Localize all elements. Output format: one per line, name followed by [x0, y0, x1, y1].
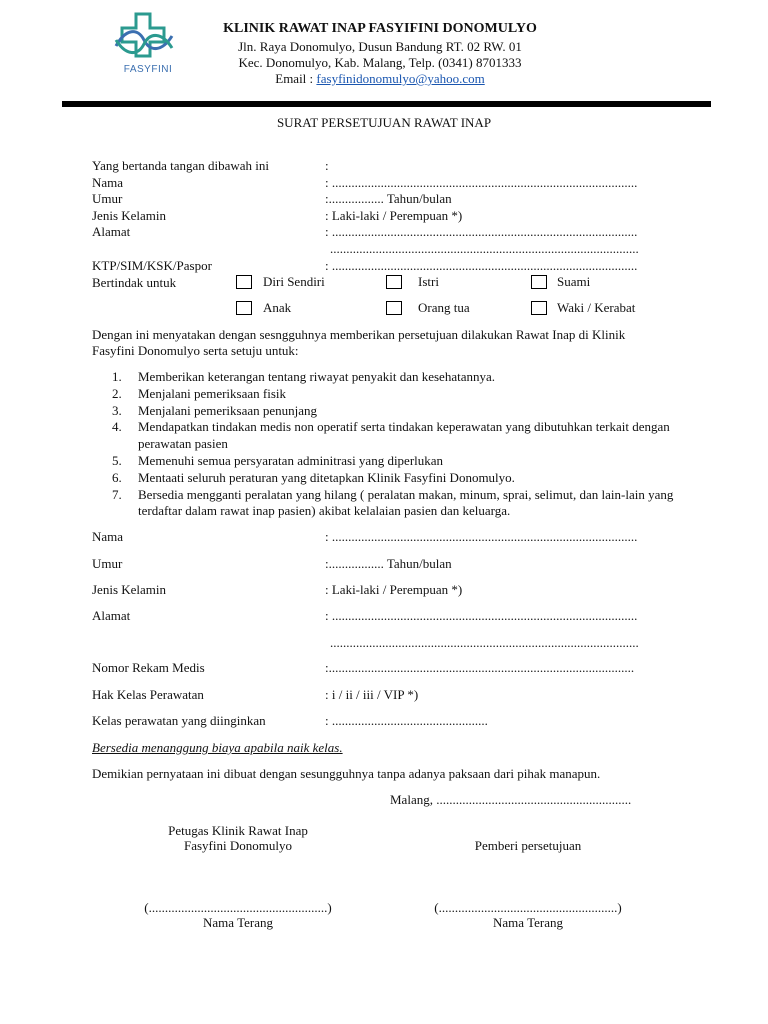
option-orang-tua: Orang tua [418, 300, 470, 315]
name-field[interactable]: : .............................................................................................. [325, 175, 638, 190]
patient-address-field-1[interactable]: : .............................................................................................. [325, 608, 638, 623]
list-item [112, 470, 692, 487]
statement-line-1: Dengan ini menyatakan dengan sesngguhnya memberikan persetujuan dilakukan Rawat Inap di Klinik [92, 327, 626, 342]
address-line-2: Kec. Donomulyo, Kab. Malang, Telp. (0341) 8701333 [238, 55, 522, 70]
right-name-caption: Nama Terang [493, 915, 563, 930]
patient-age-label: Umur [92, 556, 123, 571]
list-text: Bersedia mengganti peralatan yang hilang ( peralatan makan, minum, sprai, selimut, dan lain-lain yang terdaftar dalam rawat inap pasien) akibat kelalaian pasien dan keluarga. [138, 486, 674, 519]
statement-paragraph [92, 327, 692, 359]
list-text: Memberikan keterangan tentang riwayat penyakit dan kesehatannya. [138, 369, 495, 384]
age-label: Umur [92, 191, 123, 206]
list-item [112, 487, 703, 521]
patient-name-label: Nama [92, 529, 124, 544]
checkbox-anak[interactable] [236, 301, 252, 315]
option-wali-kerabat: Waki / Kerabat [557, 300, 636, 315]
place-date-field[interactable]: Malang, ............................................................ [390, 792, 632, 807]
left-signer-title-1: Petugas Klinik Rawat Inap [168, 823, 308, 838]
agreement-list [112, 369, 692, 520]
list-item [112, 453, 692, 470]
signer-label: Yang bertanda tangan dibawah ini [92, 158, 270, 173]
closing-statement: Demikian pernyataan ini dibuat dengan sesungguhnya tanpa adanya paksaan dari pihak manapun. [92, 766, 601, 781]
age-field[interactable]: :................. Tahun/bulan [325, 191, 452, 206]
list-number: 4. [112, 419, 122, 435]
list-number: 2. [112, 385, 122, 401]
class-right-field[interactable]: : i / ii / iii / VIP *) [325, 687, 419, 702]
medical-record-field[interactable]: :.............................................................................................. [325, 660, 635, 675]
patient-name-field[interactable]: : .............................................................................................. [325, 529, 638, 544]
list-number: 3. [112, 402, 122, 418]
name-label: Nama [92, 175, 124, 190]
list-text: Mendapatkan tindakan medis non operatif serta tindakan keperawatan yang dibutuhkan terkait dengan perawatan pasien [138, 419, 670, 452]
document-title: SURAT PERSETUJUAN RAWAT INAP [276, 115, 492, 130]
medical-record-label: Nomor Rekam Medis [92, 660, 205, 675]
checkbox-wali-kerabat[interactable] [531, 301, 547, 315]
patient-age-field[interactable]: :................. Tahun/bulan [325, 556, 452, 571]
statement-line-2: Fasyfini Donomulyo serta setuju untuk: [92, 343, 299, 358]
patient-address-label: Alamat [92, 608, 131, 623]
left-signature-field[interactable]: (.......................................................) [144, 900, 332, 915]
patient-gender-field[interactable]: : Laki-laki / Perempuan *) [325, 582, 463, 597]
option-suami: Suami [557, 274, 591, 289]
list-number: 7. [112, 486, 122, 502]
option-diri-sendiri: Diri Sendiri [263, 274, 325, 289]
address-field-2[interactable]: ............................................................................................... [330, 241, 639, 256]
option-anak: Anak [263, 300, 292, 315]
patient-gender-label: Jenis Kelamin [92, 582, 167, 597]
class-wanted-label: Kelas perawatan yang diinginkan [92, 713, 266, 728]
list-text: Menjalani pemeriksaan penunjang [138, 402, 318, 418]
address-field-1[interactable]: : .............................................................................................. [325, 224, 638, 239]
list-number: 5. [112, 452, 122, 468]
signer-value: : [325, 158, 329, 173]
acting-for-label: Bertindak untuk [92, 275, 177, 290]
patient-address-field-2[interactable]: ............................................................................................... [330, 635, 639, 650]
logo-wordmark: FASYFINI [123, 64, 173, 75]
checkbox-suami[interactable] [531, 275, 547, 289]
header-divider [62, 101, 711, 107]
checkbox-diri-sendiri[interactable] [236, 275, 252, 289]
list-item [112, 419, 678, 453]
checkbox-orang-tua[interactable] [386, 301, 402, 315]
id-field[interactable]: : .............................................................................................. [325, 258, 638, 273]
class-right-label: Hak Kelas Perawatan [92, 687, 204, 702]
gender-field[interactable]: : Laki-laki / Perempuan *) [325, 208, 463, 223]
checkbox-istri[interactable] [386, 275, 402, 289]
address-line-1: Jln. Raya Donomulyo, Dusun Bandung RT. 02 RW. 01 [238, 39, 522, 54]
list-item [112, 386, 692, 403]
clinic-logo [108, 10, 180, 82]
list-item [112, 403, 692, 420]
list-number: 6. [112, 469, 122, 485]
email-link[interactable]: fasyfinidonomulyo@yahoo.com [316, 71, 485, 86]
right-signer-title: Pemberi persetujuan [474, 838, 582, 853]
list-number: 1. [112, 369, 122, 384]
email-line [200, 71, 560, 87]
left-signer-title-2: Fasyfini Donomulyo [184, 838, 292, 853]
left-name-caption: Nama Terang [203, 915, 273, 930]
option-istri: Istri [418, 274, 439, 289]
list-text: Memenuhi semua persyaratan adminitrasi yang diperlukan [138, 452, 444, 468]
clinic-name: KLINIK RAWAT INAP FASYIFINI DONOMULYO [223, 21, 537, 36]
list-text: Menjalani pemeriksaan fisik [138, 385, 287, 401]
list-item [112, 369, 692, 386]
email-label: Email : [275, 71, 317, 86]
list-text: Mentaati seluruh peraturan yang ditetapkan Klinik Fasyfini Donomulyo. [138, 469, 515, 485]
address-label: Alamat [92, 224, 131, 239]
cost-note: Bersedia menanggung biaya apabila naik kelas. [92, 740, 343, 755]
id-label: KTP/SIM/KSK/Paspor [92, 258, 212, 273]
right-signature-field[interactable]: (.......................................................) [434, 900, 622, 915]
class-wanted-field[interactable]: : ................................................ [325, 713, 488, 728]
gender-label: Jenis Kelamin [92, 208, 167, 223]
